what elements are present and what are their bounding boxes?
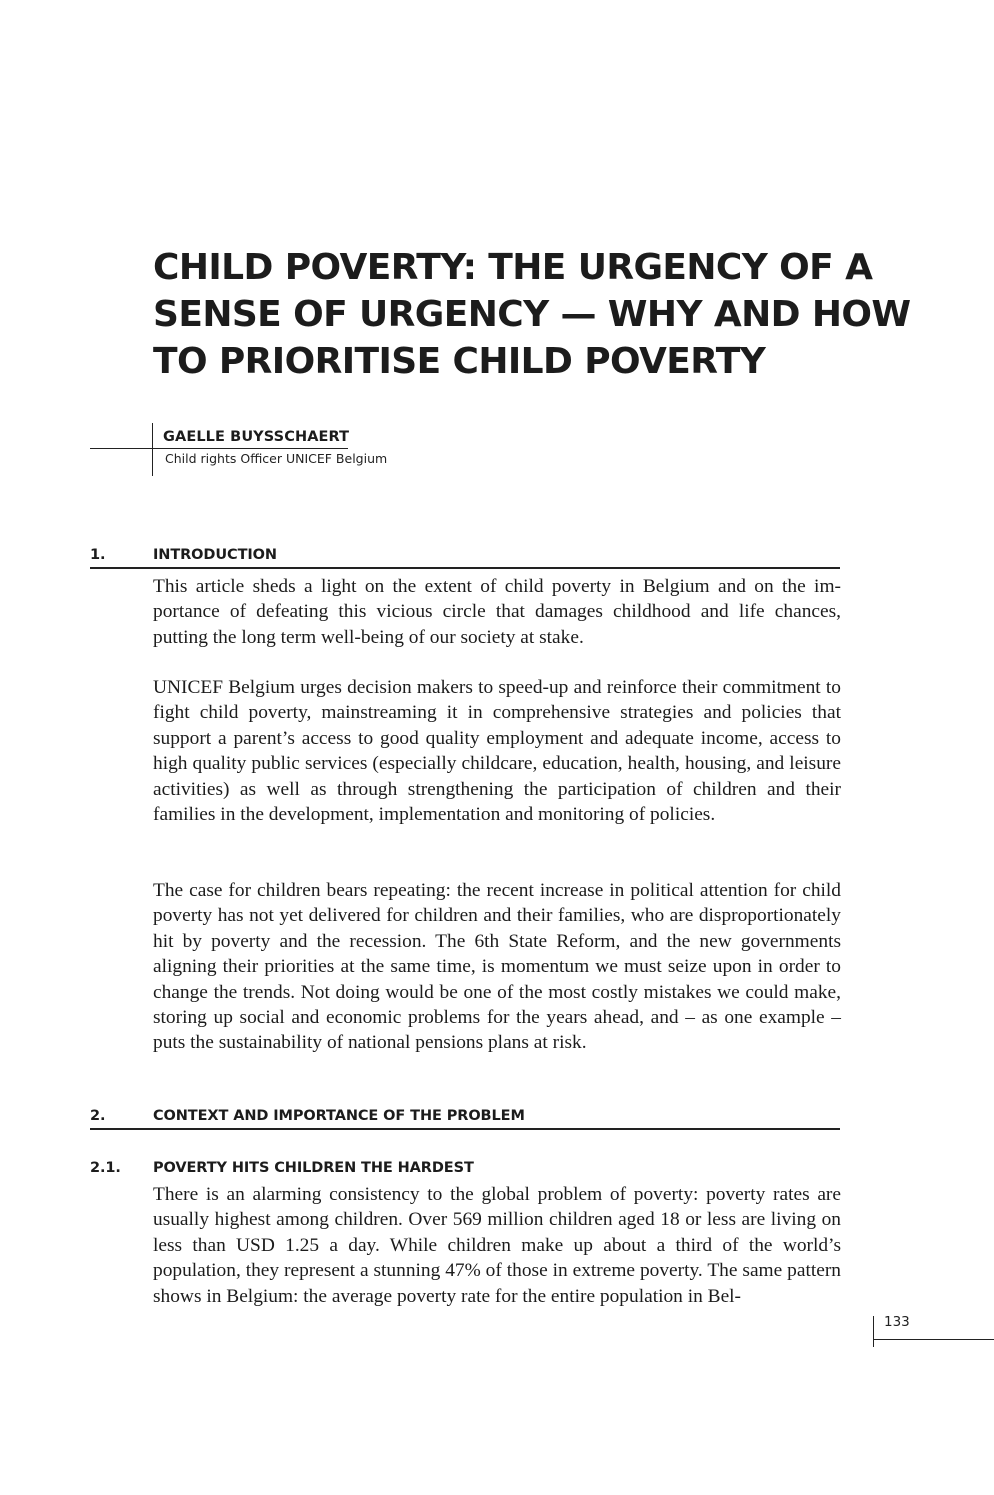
author-divider-vertical [152,423,153,476]
author-divider-horizontal [90,448,348,449]
subsection-heading [90,1158,840,1180]
section-number: 2. [90,1108,106,1124]
subsection-title: POVERTY HITS CHILDREN THE HARDEST [153,1160,474,1176]
paragraph: UNICEF Belgium urges decision makers to speed-up and reinforce their commitment to fight child poverty, mainstreaming it in comprehensive strategies and policies that support a parent’s access to good quality employment and adequate income, access to high quality public services (especially childcare, education, health, housing, and leisure activities) as well as through strengthening the participation of children and their families in the development, implementation and monitoring of policies. [153,677,841,826]
page-number: 133 [884,1314,910,1330]
author-role: Child rights Officer UNICEF Belgium [165,451,388,466]
page-number-divider-horizontal [873,1339,994,1340]
subsection-number: 2.1. [90,1160,121,1176]
article-title-line: CHILD POVERTY: THE URGENCY OF A [153,247,873,288]
paragraph: There is an alarming consistency to the global problem of poverty: poverty rates are usually highest among children. Over 569 million children aged 18 or less are living on less than USD 1.25 a day. While children make up about a third of the world’s population, they represent a stunning 47% of those in extreme poverty. The same pattern shows in Belgium: the average poverty rate for the entire population in Bel- [153,1184,841,1307]
section-heading-introduction [90,545,840,569]
section-heading-context [90,1106,840,1130]
article-title-line: TO PRIORITISE CHILD POVERTY [153,341,766,382]
section-number: 1. [90,547,106,563]
section-title: INTRODUCTION [153,547,277,563]
paragraph: The case for children bears repeating: the recent increase in political attention for child poverty has not yet delivered for children and their families, who are disproportionately hit by poverty and the recession. The 6th State Reform, and the new governments aligning their priorities at the same time, is momentum we must seize upon in order to change the trends. Not doing would be one of the most costly mistakes we could make, storing up social and economic problems for the years ahead, and – as one example – puts the sustainability of national pensions plans at risk. [153,880,841,1054]
section-title: CONTEXT AND IMPORTANCE OF THE PROBLEM [153,1108,525,1124]
article-title [153,244,911,385]
paragraph: This article sheds a light on the extent of child poverty in Belgium and on the importance of defeating this vicious circle that damages childhood and life chances, putting the long term well-being of our society at stake. [153,576,841,648]
article-title-line: SENSE OF URGENCY — WHY AND HOW [153,294,911,335]
author-name: GAELLE BUYSSCHAERT [163,429,350,445]
page-number-divider-vertical [873,1316,874,1347]
